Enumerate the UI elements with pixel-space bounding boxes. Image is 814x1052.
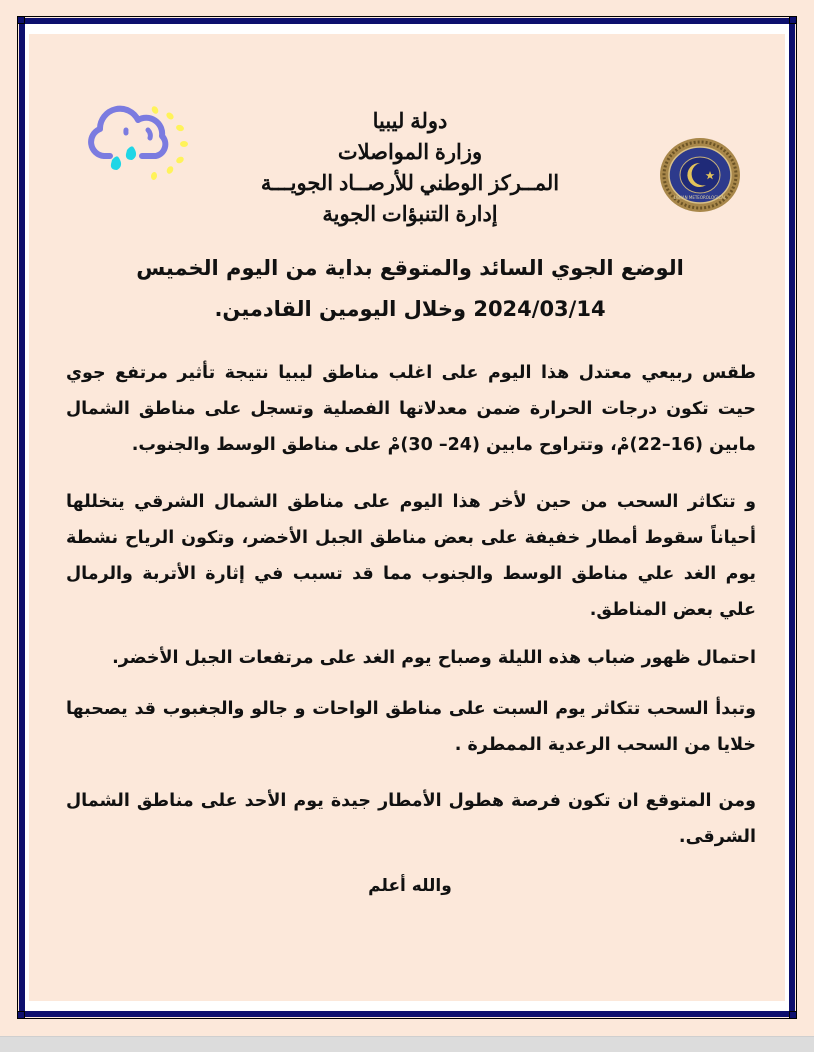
- viewer-bottom-bar: [0, 1036, 814, 1052]
- document-title: [100, 248, 720, 330]
- closing-phrase: والله أعلم: [368, 876, 452, 896]
- forecast-paragraph-sunday: ومن المتوقع ان تكون فرصة هطول الأمطار جيدة يوم الأحد على مناطق الشمال الشرقى.: [66, 791, 756, 847]
- svg-text:LIBYAN METEOROLOGICAL: LIBYAN METEOROLOGICAL: [673, 195, 727, 200]
- ministry-name: وزارة المواصلات: [337, 141, 483, 164]
- title-line-2: 2024/03/14 وخلال اليومين القادمين.: [214, 297, 606, 321]
- border-corner-ornament: [789, 16, 797, 24]
- forecast-paragraph-saturday: وتبدأ السحب تتكاثر يوم السبت على مناطق الواحات و جالو والجغبوب قد يصحبها خلايا من السحب الرعدية الممطرة .: [66, 699, 756, 755]
- center-name: المــركز الوطني للأرصــاد الجويـــة: [260, 172, 560, 195]
- border-corner-ornament: [789, 1011, 797, 1019]
- country-name: دولة ليبيا: [372, 110, 448, 133]
- title-line-1: الوضع الجوي السائد والمتوقع بداية من اليوم الخميس: [136, 256, 684, 280]
- border-corner-ornament: [17, 16, 25, 24]
- forecast-paragraph-clouds-wind: و تتكاثر السحب من حين لأخر هذا اليوم على مناطق الشمال الشرقي يتخللها أحياناً سقوط أمطار خفيفة على بعض مناطق الجبل الأخضر، وتكون الرياح نشطة يوم الغد علي مناطق الوسط والجنوب مما قد تسبب في إثارة الأتربة والرمال علي بعض المناطق.: [66, 492, 756, 620]
- forecast-paragraph-temperature: طقس ربيعي معتدل هذا اليوم على اغلب مناطق ليبيا نتيجة تأثير مرتفع جوي حيت تكون درجات الحرارة ضمن معدلاتها الفصلية وتسجل على مناطق الشمال مابين (16–22)مْ، وتتراوح مابين (24– 30)مْ على مناطق الوسط والجنوب.: [66, 363, 756, 455]
- letterhead: [180, 106, 640, 230]
- meteorological-center-emblem: [658, 137, 742, 213]
- forecast-paragraph-fog: احتمال ظهور ضباب هذه الليلة وصباح يوم الغد على مرتفعات الجبل الأخضر.: [112, 648, 756, 668]
- border-corner-ornament: [17, 1011, 25, 1019]
- department-name: إدارة التنبؤات الجوية: [322, 203, 498, 226]
